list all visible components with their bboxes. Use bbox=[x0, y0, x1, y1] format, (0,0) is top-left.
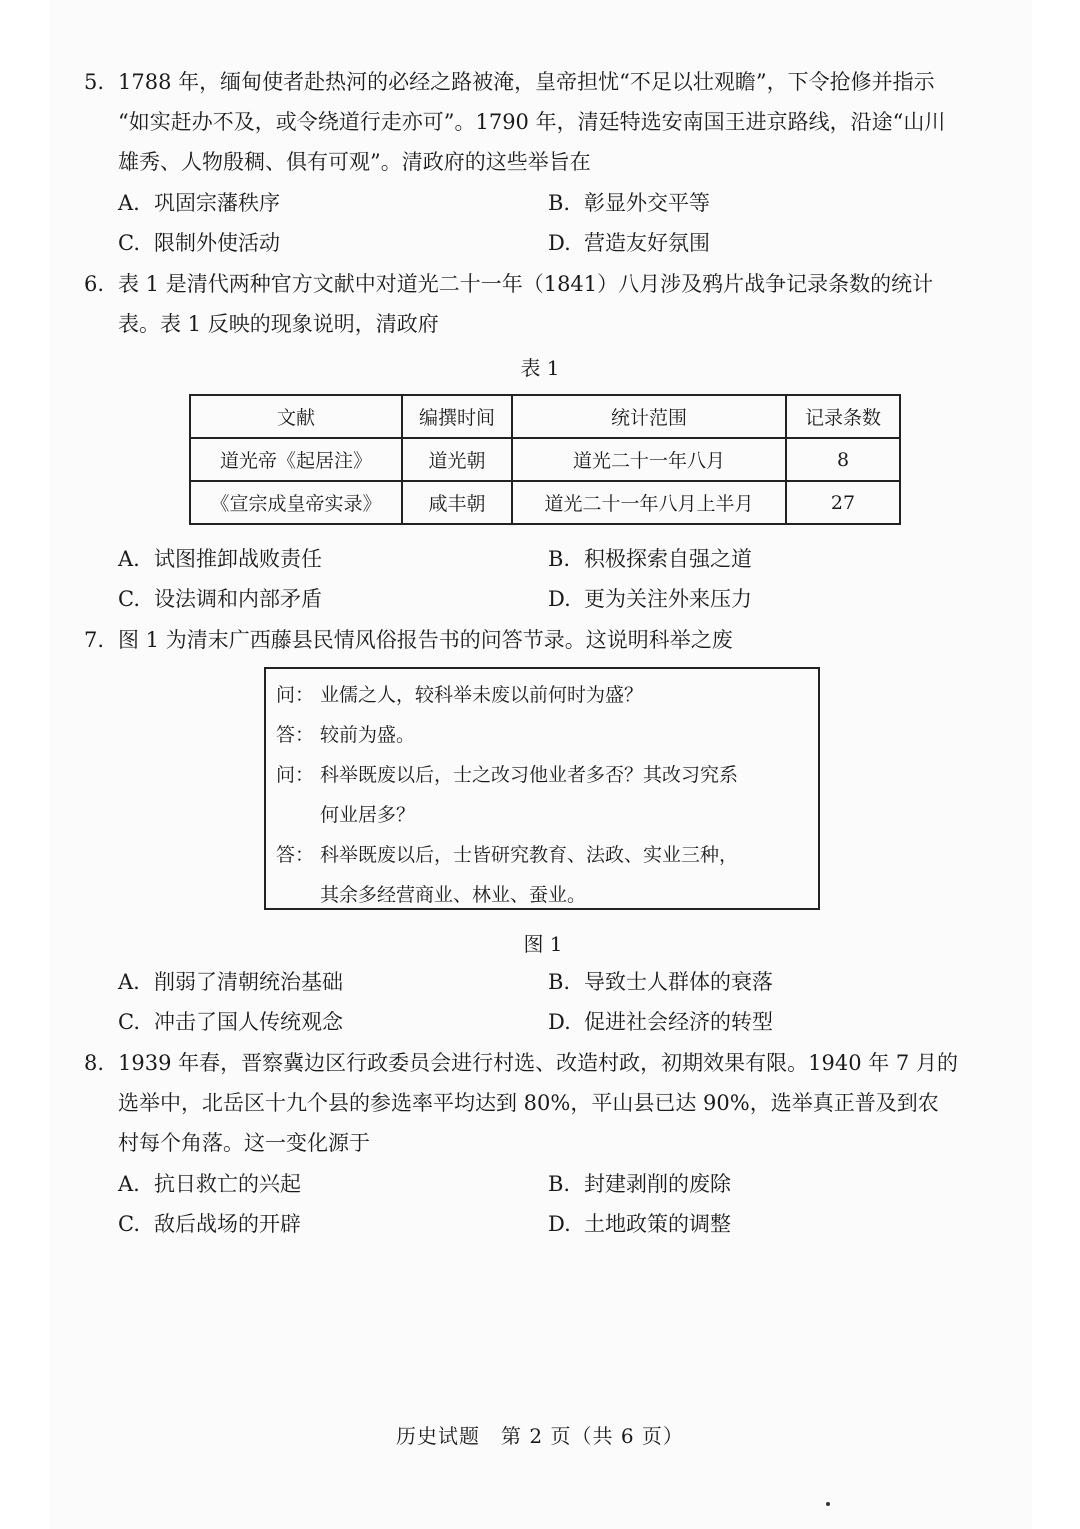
qa-text: 较前为盛。 bbox=[320, 724, 416, 746]
table-header-row bbox=[190, 395, 900, 438]
question-text-line: 1939 年春，晋察冀边区行政委员会进行村选、改造村政，初期效果有限。1940 年 7 月的 bbox=[118, 1051, 958, 1075]
records-table bbox=[189, 394, 901, 525]
qa-text: 业儒之人，较科举未废以前何时为盛？ bbox=[320, 684, 644, 706]
option-d: D. 促进社会经济的转型 bbox=[548, 1010, 773, 1034]
qa-label: 问： bbox=[276, 764, 315, 786]
question-number: 8. bbox=[84, 1051, 105, 1075]
qa-entry bbox=[276, 715, 808, 755]
table-caption: 表 1 bbox=[520, 356, 560, 380]
table-cell: 8 bbox=[786, 438, 900, 481]
table-cell: 《宣宗成皇帝实录》 bbox=[190, 481, 402, 524]
option-b: B. 封建剥削的废除 bbox=[548, 1172, 731, 1196]
table-row bbox=[190, 438, 900, 481]
question-text-line: 图 1 为清末广西藤县民情风俗报告书的问答节录。这说明科举之废 bbox=[118, 628, 733, 652]
option-a: A. 试图推卸战败责任 bbox=[118, 547, 322, 571]
option-a: A. 巩固宗藩秩序 bbox=[118, 191, 280, 215]
table-header-cell: 文献 bbox=[190, 395, 402, 438]
table-header-cell: 编撰时间 bbox=[402, 395, 512, 438]
question-text-line: 表。表 1 反映的现象说明，清政府 bbox=[118, 312, 439, 336]
table-cell: 道光帝《起居注》 bbox=[190, 438, 402, 481]
qa-text: 科举既废以后，士皆研究教育、法政、实业三种， 其余多经营商业、林业、蚕业。 bbox=[320, 844, 739, 906]
option-c: C. 限制外使活动 bbox=[118, 231, 280, 255]
option-a: A. 削弱了清朝统治基础 bbox=[118, 970, 343, 994]
question-text-line: 表 1 是清代两种官方文献中对道光二十一年（1841）八月涉及鸦片战争记录条数的统计 bbox=[118, 272, 934, 296]
question-text-line: 村每个角落。这一变化源于 bbox=[118, 1131, 370, 1155]
option-a: A. 抗日救亡的兴起 bbox=[118, 1172, 301, 1196]
table-cell: 咸丰朝 bbox=[402, 481, 512, 524]
question-number: 7. bbox=[84, 628, 105, 652]
question-text-line: 选举中，北岳区十九个县的参选率平均达到 80%，平山县已达 90%，选举真正普及到农 bbox=[118, 1091, 939, 1115]
qa-entry bbox=[276, 755, 808, 835]
options-q5 bbox=[118, 183, 978, 263]
option-c: C. 冲击了国人传统观念 bbox=[118, 1010, 343, 1034]
qa-label: 问： bbox=[276, 684, 315, 706]
question-5 bbox=[84, 62, 984, 182]
qa-entry bbox=[276, 835, 808, 915]
option-b: B. 导致士人群体的衰落 bbox=[548, 970, 773, 994]
options-q8 bbox=[118, 1164, 978, 1244]
table-header-cell: 记录条数 bbox=[786, 395, 900, 438]
table-header-cell: 统计范围 bbox=[512, 395, 786, 438]
scan-speck bbox=[826, 1502, 830, 1506]
question-text-line: 1788 年，缅甸使者赴热河的必经之路被淹，皇帝担忧“不足以壮观瞻”，下令抢修并指示 bbox=[118, 70, 935, 94]
option-d: D. 更为关注外来压力 bbox=[548, 587, 752, 611]
question-8 bbox=[84, 1043, 984, 1163]
option-d: D. 营造友好氛围 bbox=[548, 231, 710, 255]
page-footer: 历史试题 第 2 页（共 6 页） bbox=[396, 1424, 684, 1448]
qa-text: 科举既废以后，士之改习他业者多否？其改习究系 何业居多？ bbox=[320, 764, 739, 826]
table-cell: 道光二十一年八月上半月 bbox=[512, 481, 786, 524]
qa-entry bbox=[276, 675, 808, 715]
option-b: B. 彰显外交平等 bbox=[548, 191, 710, 215]
question-6 bbox=[84, 264, 984, 344]
table-cell: 道光二十一年八月 bbox=[512, 438, 786, 481]
option-c: C. 设法调和内部矛盾 bbox=[118, 587, 322, 611]
question-7 bbox=[84, 620, 984, 660]
qa-label: 答： bbox=[276, 844, 315, 866]
question-text-line: “如实赶办不及，或令绕道行走亦可”。1790 年，清廷特选安南国王进京路线，沿途“山川 bbox=[118, 110, 946, 134]
options-q7 bbox=[118, 962, 978, 1042]
option-d: D. 土地政策的调整 bbox=[548, 1212, 731, 1236]
question-number: 5. bbox=[84, 70, 105, 94]
table-cell: 27 bbox=[786, 481, 900, 524]
option-c: C. 敌后战场的开辟 bbox=[118, 1212, 301, 1236]
table-cell: 道光朝 bbox=[402, 438, 512, 481]
figure-1-qa-box bbox=[264, 667, 820, 910]
question-number: 6. bbox=[84, 272, 105, 296]
table-row bbox=[190, 481, 900, 524]
options-q6 bbox=[118, 539, 978, 619]
qa-label: 答： bbox=[276, 724, 315, 746]
question-text-line: 雄秀、人物殷稠、俱有可观”。清政府的这些举旨在 bbox=[118, 150, 591, 174]
figure-caption: 图 1 bbox=[523, 932, 563, 956]
option-b: B. 积极探索自强之道 bbox=[548, 547, 752, 571]
